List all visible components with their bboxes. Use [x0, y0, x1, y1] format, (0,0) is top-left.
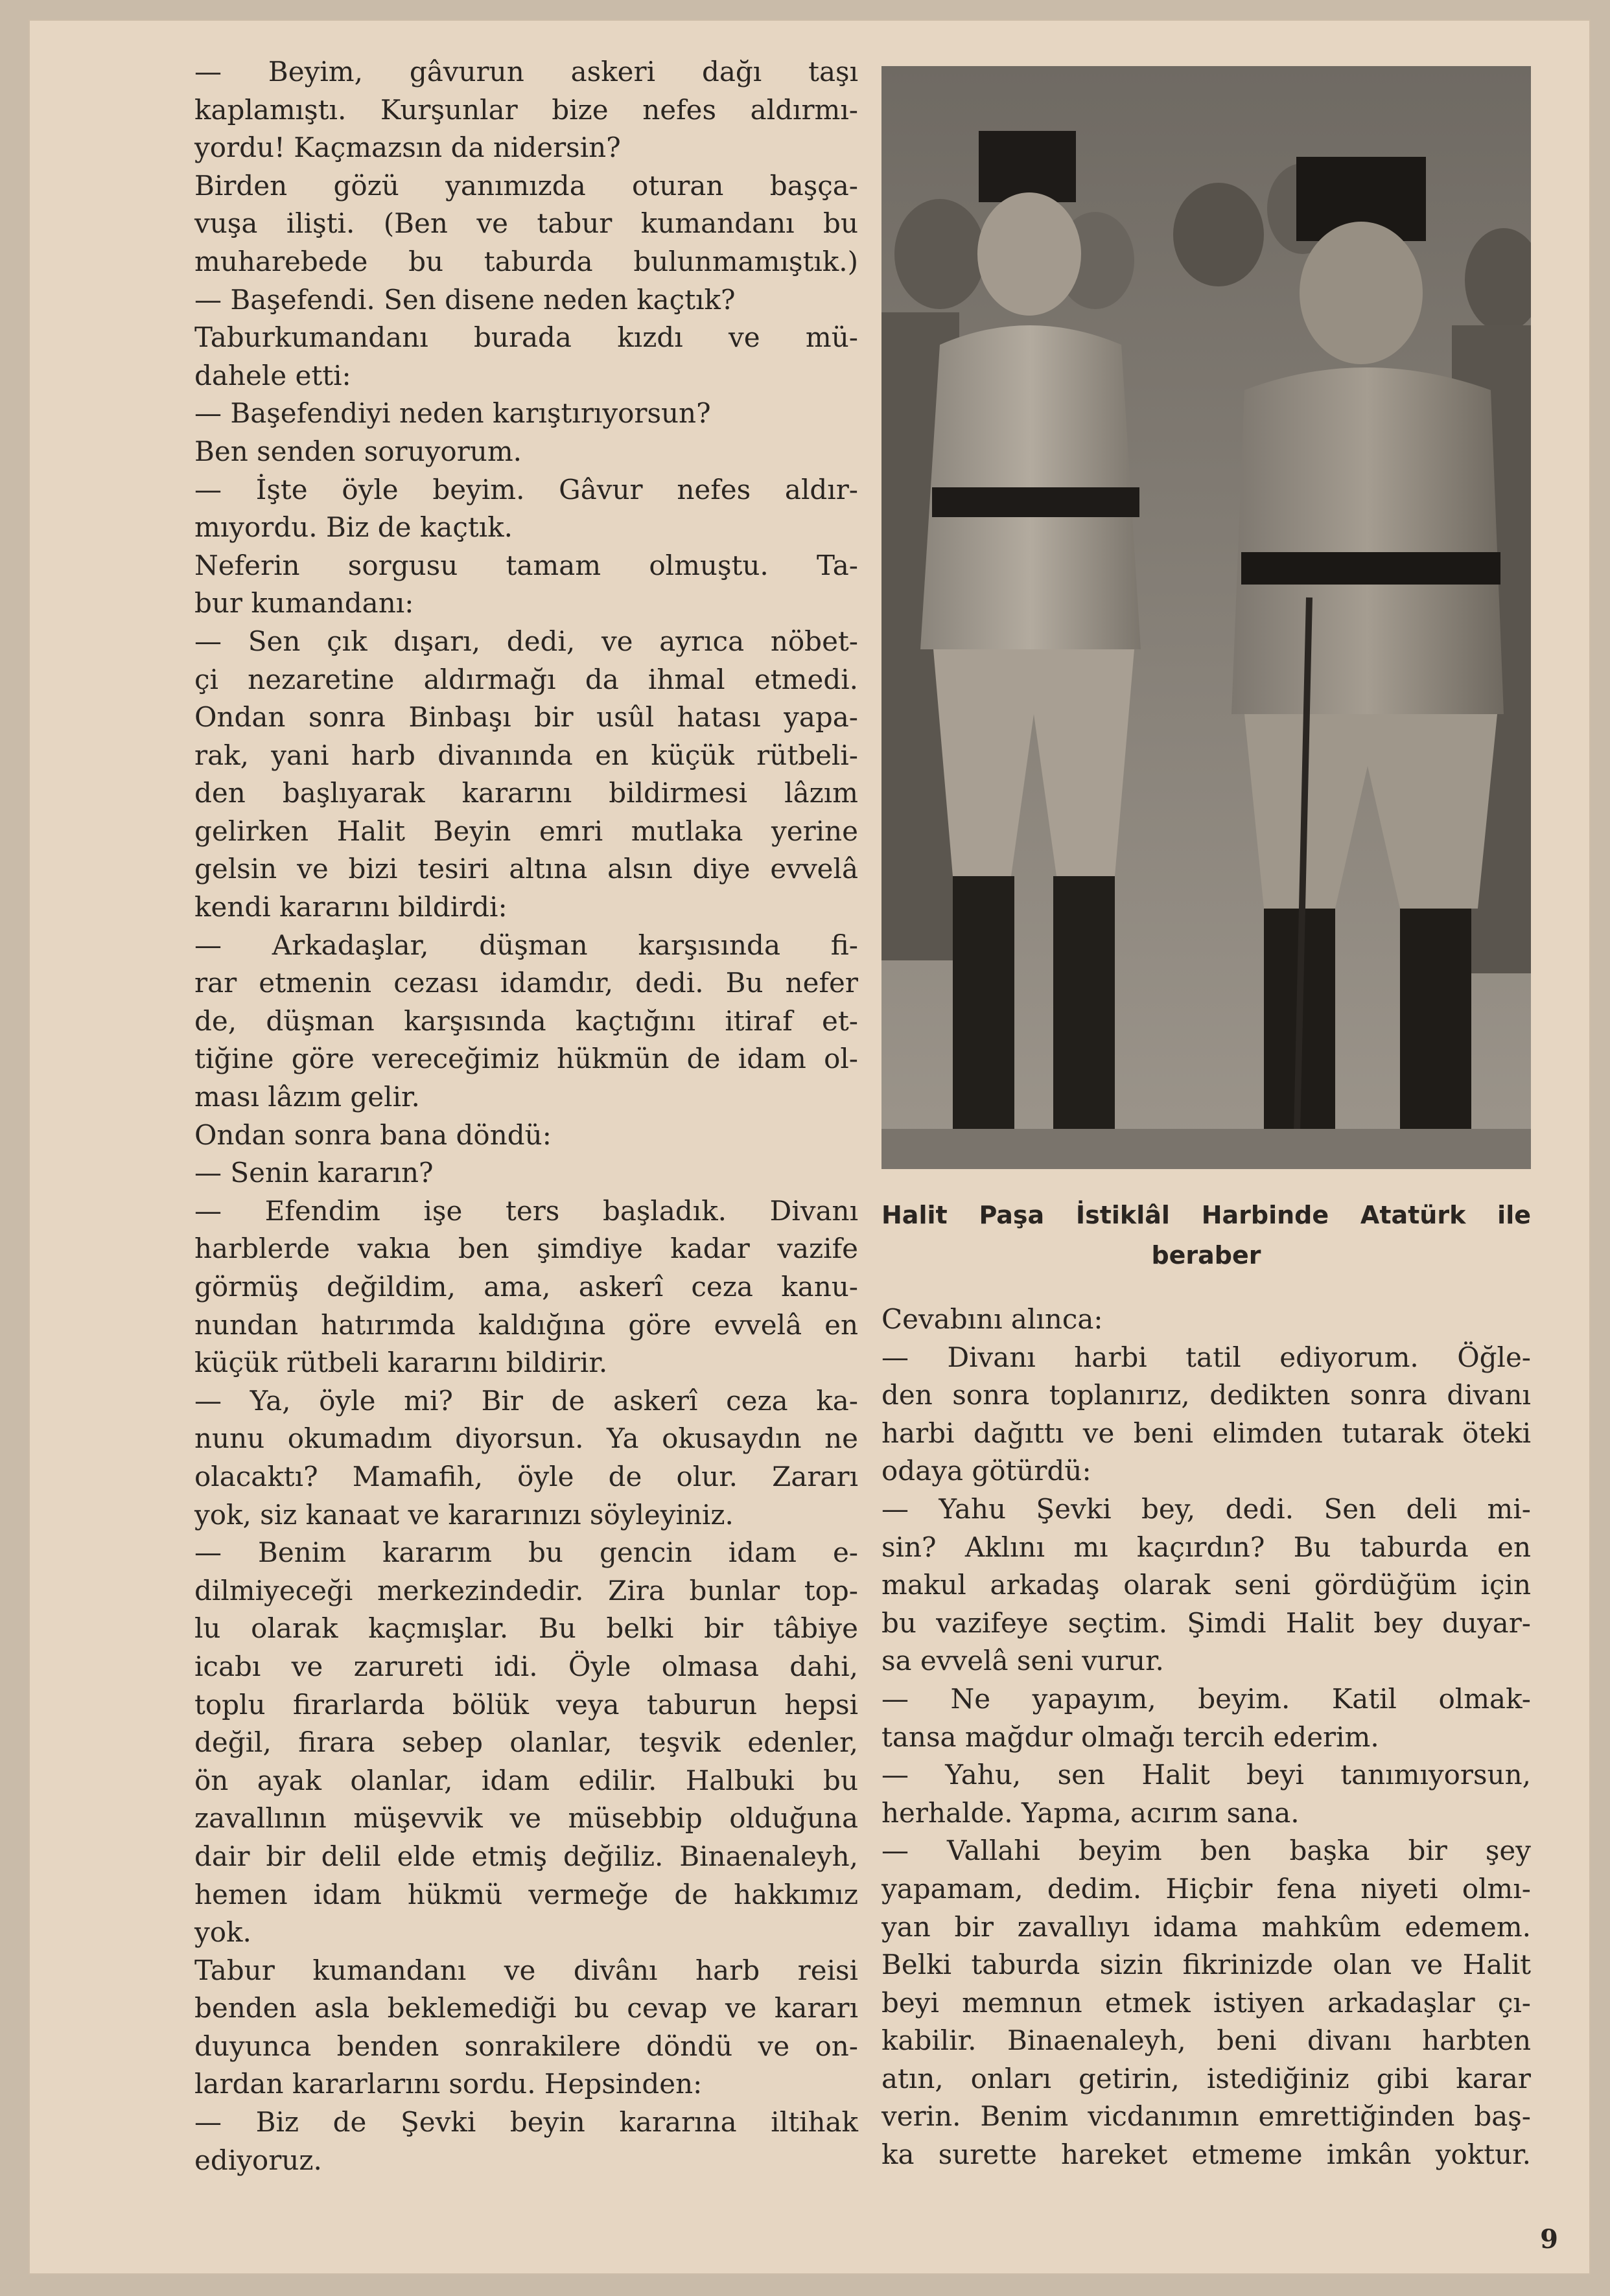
- text-line: — Arkadaşlar, düşman karşısında fi-: [194, 929, 858, 961]
- text-line: — Senin kararın?: [194, 1157, 434, 1189]
- text-line: Cevabını alınca:: [881, 1303, 1103, 1335]
- text-line: — Yahu, sen Halit beyi tanımıyorsun,: [881, 1759, 1531, 1791]
- text-line: ön ayak olanlar, idam edilir. Halbuki bu: [194, 1764, 858, 1796]
- photo-caption: [881, 1195, 1531, 1275]
- text-line: icabı ve zarureti idi. Öyle olmasa dahi,: [194, 1650, 858, 1682]
- text-line: yordu! Kaçmazsın da nidersin?: [194, 132, 621, 164]
- text-line: yapamam, dedim. Hiçbir fena niyeti olmı-: [881, 1872, 1531, 1905]
- historical-photo: [881, 66, 1531, 1169]
- text-line: tiğine göre vereceğimiz hükmün de idam ol-: [194, 1043, 858, 1075]
- text-line: — Vallahi beyim ben başka bir şey: [881, 1835, 1531, 1867]
- text-line: kabilir. Binaenaleyh, beni divanı harbten: [881, 2024, 1531, 2057]
- right-text-column: [881, 1301, 1531, 2174]
- text-line: — Başefendi. Sen disene neden kaçtık?: [194, 283, 736, 316]
- caption-line-1: Halit Paşa İstiklâl Harbinde Atatürk ile: [881, 1201, 1531, 1229]
- text-line: Neferin sorgusu tamam olmuştu. Ta-: [194, 549, 858, 581]
- text-line: Tabur kumandanı ve divânı harb reisi: [194, 1954, 858, 1986]
- magazine-page: [29, 19, 1591, 2275]
- text-line: den sonra toplanırız, dedikten sonra divanı: [881, 1379, 1531, 1411]
- text-line: herhalde. Yapma, acırım sana.: [881, 1796, 1300, 1829]
- text-line: olacaktı? Mamafih, öyle de olur. Zararı: [194, 1460, 858, 1492]
- text-line: sin? Aklını mı kaçırdın? Bu taburda en: [881, 1531, 1531, 1563]
- text-line: ması lâzım gelir.: [194, 1081, 420, 1113]
- text-line: yan bir zavallıyı idama mahkûm edemem.: [881, 1910, 1531, 1943]
- text-line: yok, siz kanaat ve kararınızı söyleyiniz.: [194, 1498, 734, 1531]
- text-line: rar etmenin cezası idamdır, dedi. Bu nefer: [194, 967, 858, 999]
- text-line: çi nezaretine aldırmağı da ihmal etmedi.: [194, 663, 858, 695]
- text-line: lu olarak kaçmışlar. Bu belki bir tâbiye: [194, 1612, 858, 1645]
- text-line: dahele etti:: [194, 359, 351, 391]
- text-line: harbi dağıttı ve beni elimden tutarak öteki: [881, 1417, 1531, 1449]
- text-line: — Biz de Şevki beyin kararına iltihak: [194, 2106, 858, 2139]
- text-line: Ben senden soruyorum.: [194, 435, 522, 467]
- text-line: Belki taburda sizin fikrinizde olan ve Halit: [881, 1949, 1531, 1981]
- text-line: dilmiyeceği merkezindedir. Zira bunlar top-: [194, 1574, 858, 1606]
- text-line: verin. Benim vicdanımın emrettiğinden baş-: [881, 2100, 1531, 2133]
- text-line: mıyordu. Biz de kaçtık.: [194, 511, 513, 544]
- text-line: — Ne yapayım, beyim. Katil olmak-: [881, 1682, 1531, 1715]
- text-line: toplu firarlarda bölük veya taburun hepsi: [194, 1688, 858, 1721]
- text-line: de, düşman karşısında kaçtığını itiraf et-: [194, 1004, 858, 1037]
- text-line: beyi memnun etmek istiyen arkadaşlar çı-: [881, 1986, 1531, 2019]
- text-line: harblerde vakıa ben şimdiye kadar vazife: [194, 1233, 858, 1265]
- text-line: bu vazifeye seçtim. Şimdi Halit bey duyar-: [881, 1606, 1531, 1639]
- text-line: nunu okumadım diyorsun. Ya okusaydın ne: [194, 1422, 858, 1455]
- text-line: hemen idam hükmü vermeğe de hakkımız: [194, 1878, 858, 1910]
- text-line: ediyoruz.: [194, 2144, 322, 2176]
- text-line: — Ya, öyle mi? Bir de askerî ceza ka-: [194, 1384, 858, 1417]
- text-line: — Benim kararım bu gencin idam e-: [194, 1536, 858, 1569]
- text-line: sa evvelâ seni vurur.: [881, 1645, 1164, 1677]
- left-text-column: [194, 53, 858, 2179]
- text-line: — Efendim işe ters başladık. Divanı: [194, 1194, 858, 1227]
- text-line: gelirken Halit Beyin emri mutlaka yerine: [194, 815, 858, 847]
- text-line: küçük rütbeli kararını bildirir.: [194, 1347, 608, 1379]
- text-line: dair bir delil elde etmiş değiliz. Binaenaleyh,: [194, 1840, 858, 1872]
- text-line: bur kumandanı:: [194, 587, 414, 620]
- text-line: lardan kararlarını sordu. Hepsinden:: [194, 2068, 703, 2100]
- text-line: — İşte öyle beyim. Gâvur nefes aldır-: [194, 473, 858, 505]
- text-line: Ondan sonra Binbaşı bir usûl hatası yapa-: [194, 701, 858, 734]
- text-line: zavallının müşevvik ve müsebbip olduğuna: [194, 1802, 858, 1835]
- text-line: vuşa ilişti. (Ben ve tabur kumandanı bu: [194, 207, 858, 240]
- text-line: — Sen çık dışarı, dedi, ve ayrıca nöbet-: [194, 625, 858, 657]
- page-number: 9: [1540, 2224, 1558, 2255]
- text-line: Taburkumandanı burada kızdı ve mü-: [194, 321, 858, 354]
- text-line: nundan hatırımda kaldığına göre evvelâ en: [194, 1308, 858, 1341]
- text-line: görmüş değildim, ama, askerî ceza kanu-: [194, 1271, 858, 1303]
- text-line: değil, firara sebep olanlar, teşvik edenler,: [194, 1726, 858, 1759]
- text-line: Birden gözü yanımızda oturan başça-: [194, 169, 858, 202]
- text-line: — Başefendiyi neden karıştırıyorsun?: [194, 397, 711, 430]
- text-line: — Beyim, gâvurun askeri dağı taşı: [194, 56, 858, 87]
- text-line: atın, onları getirin, istediğiniz gibi karar: [881, 2062, 1531, 2094]
- text-line: duyunca benden sonrakilere döndü ve on-: [194, 2030, 858, 2062]
- text-line: kaplamıştı. Kurşunlar bize nefes aldırmı-: [194, 93, 858, 126]
- text-line: gelsin ve bizi tesiri altına alsın diye evvelâ: [194, 853, 858, 885]
- text-line: odaya götürdü:: [881, 1455, 1091, 1487]
- text-line: den başlıyarak kararını bildirmesi lâzım: [194, 777, 858, 809]
- text-line: yok.: [194, 1916, 251, 1949]
- text-line: benden asla beklemediği bu cevap ve kararı: [194, 1992, 858, 2024]
- text-line: makul arkadaş olarak seni gördüğüm için: [881, 1569, 1531, 1601]
- caption-line-2: beraber: [1151, 1241, 1261, 1270]
- text-line: tansa mağdur olmağı tercih ederim.: [881, 1721, 1379, 1753]
- text-line: — Divanı harbi tatil ediyorum. Öğle-: [881, 1341, 1531, 1373]
- text-line: — Yahu Şevki bey, dedi. Sen deli mi-: [881, 1492, 1531, 1525]
- text-line: Ondan sonra bana döndü:: [194, 1119, 552, 1151]
- text-line: ka surette hareket etmeme imkân yoktur.: [881, 2139, 1531, 2171]
- text-line: kendi kararını bildirdi:: [194, 891, 508, 923]
- soldiers-photo-illustration: [881, 66, 1531, 1169]
- text-line: rak, yani harb divanında en küçük rütbeli-: [194, 739, 858, 771]
- text-line: muharebede bu taburda bulunmamıştık.): [194, 245, 858, 277]
